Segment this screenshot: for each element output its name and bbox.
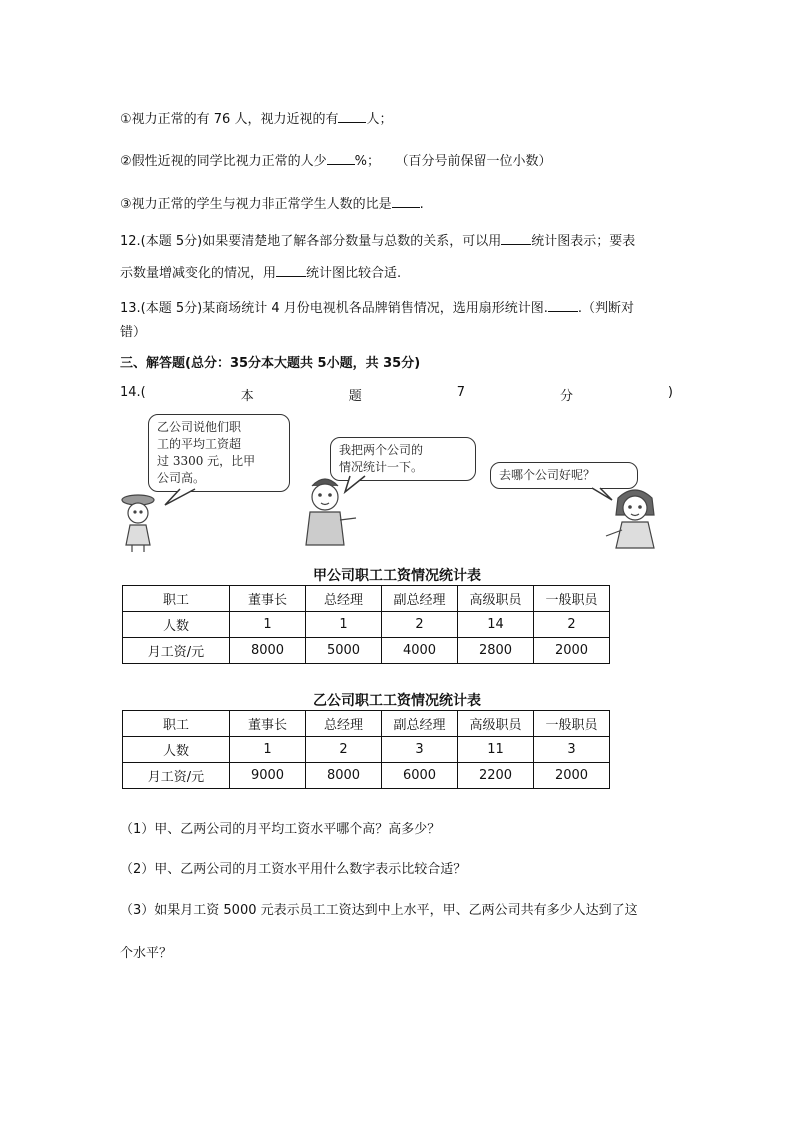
sub-question-3-line1: （3）如果月工资 5000 元表示员工工资达到中上水平，甲、乙两公司共有多少人达到了这 (120, 903, 638, 918)
q14-label-part: ) (667, 385, 673, 400)
item-3-suffix: . (419, 197, 424, 212)
table-cell: 高级职员 (458, 586, 534, 612)
table-cell: 1 (230, 612, 306, 638)
table-cell: 2000 (534, 763, 610, 789)
table-cell: 2 (534, 612, 610, 638)
table-cell: 8000 (230, 638, 306, 664)
table-cell: 人数 (123, 612, 230, 638)
q14-label-part: 题 (348, 389, 362, 404)
item-2-note: （百分号前保留一位小数） (402, 154, 552, 169)
table-cell: 月工资/元 (123, 763, 230, 789)
question-13-line2 (120, 321, 146, 340)
table-cell: 月工资/元 (123, 638, 230, 664)
question-14-label (120, 385, 673, 404)
item-1-suffix: 人； (366, 112, 393, 127)
q13-text-b: .（判断对 (577, 301, 635, 316)
item-2 (120, 150, 552, 169)
girl-right-figure (606, 490, 654, 548)
speech-bubble-girl-left (148, 414, 290, 492)
section-3-title: 三、解答题(总分：35分本大题共 5小题，共 35分) (120, 356, 421, 371)
table-row (123, 638, 610, 664)
q14-label-part: 14.( (120, 385, 146, 400)
item-3-text: ③视力正常的学生与视力非正常学生人数的比是 (120, 197, 392, 212)
question-12-line2 (120, 262, 401, 281)
table-header-row (123, 586, 610, 612)
table-cell: 6000 (382, 763, 458, 789)
item-2-text: ②假性近视的同学比视力正常的人少 (120, 154, 327, 169)
speech-bubble-girl-right (490, 462, 638, 489)
item-1-text: ①视力正常的有 76 人，视力近视的有 (120, 112, 339, 127)
table-cell: 2800 (458, 638, 534, 664)
table-cell: 董事长 (230, 586, 306, 612)
q12-text-b: 统计图表示；要表 (531, 234, 636, 249)
table-cell: 职工 (123, 711, 230, 737)
bubble-line: 过 3300 元，比甲 (157, 454, 256, 468)
table-cell: 2200 (458, 763, 534, 789)
sub-question-2: （2）甲、乙两公司的月工资水平用什么数字表示比较合适？ (120, 862, 467, 877)
item-2-suffix: %； (354, 154, 381, 169)
table-cell: 5000 (306, 638, 382, 664)
table-row (123, 763, 610, 789)
table-cell: 1 (306, 612, 382, 638)
boy-figure (306, 479, 356, 545)
table-cell: 一般职员 (534, 586, 610, 612)
answer-blank[interactable] (392, 195, 420, 208)
table-cell: 职工 (123, 586, 230, 612)
table-cell: 副总经理 (382, 586, 458, 612)
question-13-line1 (120, 297, 634, 316)
table-row (123, 737, 610, 763)
table-cell: 高级职员 (458, 711, 534, 737)
sub-question-3-line2: 个水平？ (120, 946, 173, 961)
table-jia (122, 585, 610, 664)
table-cell: 3 (382, 737, 458, 763)
bubble-line: 公司高。 (157, 471, 206, 485)
answer-blank[interactable] (338, 110, 366, 123)
q14-label-part: 7 (456, 385, 465, 400)
table-cell: 9000 (230, 763, 306, 789)
table-cell: 3 (534, 737, 610, 763)
question-12-line1 (120, 230, 635, 249)
item-3 (120, 193, 424, 212)
q12-text-d: 统计图比较合适. (306, 266, 402, 281)
table-header-row (123, 711, 610, 737)
table-jia-title: 甲公司职工工资情况统计表 (313, 568, 481, 584)
table-cell: 1 (230, 737, 306, 763)
table-yi (122, 710, 610, 789)
q14-label-part: 分 (559, 389, 573, 404)
speech-bubble-boy (330, 437, 476, 481)
table-cell: 副总经理 (382, 711, 458, 737)
girl-left-figure (122, 495, 154, 552)
answer-blank[interactable] (548, 299, 578, 312)
table-row (123, 612, 610, 638)
q12-text-a: 12.(本题 5分)如果要清楚地了解各部分数量与总数的关系，可以用 (120, 234, 502, 249)
table-cell: 2000 (534, 638, 610, 664)
bubble-line: 情况统计一下。 (339, 460, 424, 474)
sub-question-1: （1）甲、乙两公司的月平均工资水平哪个高？高多少？ (120, 822, 441, 837)
table-cell: 2 (382, 612, 458, 638)
q13-text-a: 13.(本题 5分)某商场统计 4 月份电视机各品牌销售情况，选用扇形统计图. (120, 301, 548, 316)
table-cell: 人数 (123, 737, 230, 763)
table-cell: 2 (306, 737, 382, 763)
table-cell: 11 (458, 737, 534, 763)
table-cell: 14 (458, 612, 534, 638)
bubble-line: 去哪个公司好呢？ (499, 468, 596, 482)
answer-blank[interactable] (276, 264, 306, 277)
table-cell: 8000 (306, 763, 382, 789)
table-cell: 4000 (382, 638, 458, 664)
bubble-line: 乙公司说他们职 (157, 420, 242, 434)
q12-text-c: 示数量增减变化的情况，用 (120, 266, 277, 281)
q13-text-c: 错） (120, 325, 147, 340)
answer-blank[interactable] (327, 152, 355, 165)
bubble-line: 工的平均工资超 (157, 437, 242, 451)
item-1 (120, 108, 392, 127)
table-cell: 一般职员 (534, 711, 610, 737)
q14-label-part: 本 (240, 389, 254, 404)
table-yi-title: 乙公司职工工资情况统计表 (313, 693, 481, 709)
table-cell: 总经理 (306, 586, 382, 612)
table-cell: 总经理 (306, 711, 382, 737)
table-cell: 董事长 (230, 711, 306, 737)
bubble-line: 我把两个公司的 (339, 443, 424, 457)
answer-blank[interactable] (501, 232, 531, 245)
